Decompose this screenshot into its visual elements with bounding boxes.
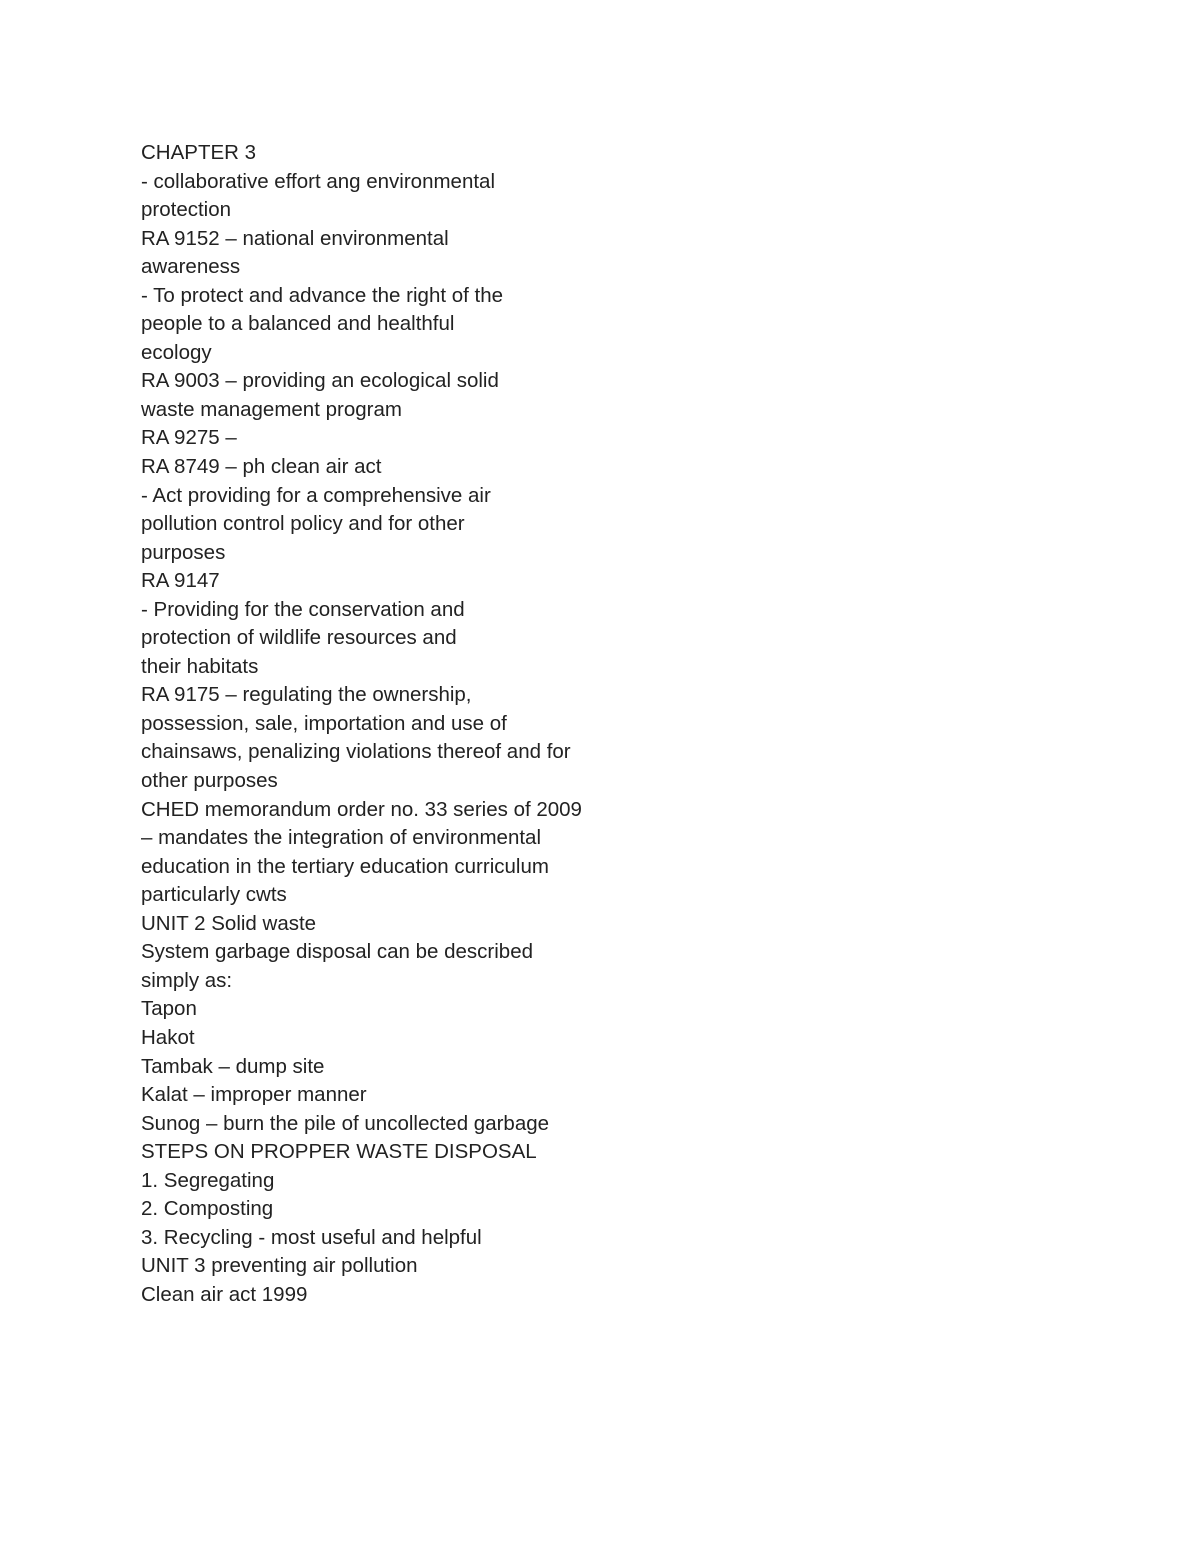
text-line: their habitats bbox=[141, 654, 259, 678]
text-line: particularly cwts bbox=[141, 883, 287, 907]
text-line: – mandates the integration of environmental bbox=[141, 826, 542, 850]
document-body bbox=[141, 139, 701, 1309]
list-item: 3. Recycling - most useful and helpful bbox=[141, 1225, 482, 1249]
unit-heading: UNIT 3 preventing air pollution bbox=[141, 1254, 418, 1278]
text-line: purposes bbox=[141, 540, 226, 564]
text-line: RA 9175 – regulating the ownership, bbox=[141, 683, 472, 707]
text-line: other purposes bbox=[141, 769, 278, 793]
text-line: waste management program bbox=[141, 397, 402, 421]
list-item: Sunog – burn the pile of uncollected garbage bbox=[141, 1111, 550, 1135]
list-item: 1. Segregating bbox=[141, 1168, 275, 1192]
text-line: possession, sale, importation and use of bbox=[141, 711, 507, 735]
text-line: - collaborative effort ang environmental bbox=[141, 169, 496, 193]
text-line: RA 9152 – national environmental bbox=[141, 226, 449, 250]
list-item: Kalat – improper manner bbox=[141, 1083, 367, 1107]
text-line: ecology bbox=[141, 340, 212, 364]
unit-heading: UNIT 2 Solid waste bbox=[141, 911, 317, 935]
list-item: 2. Composting bbox=[141, 1197, 274, 1221]
text-line: pollution control policy and for other bbox=[141, 512, 465, 536]
text-line: RA 9147 bbox=[141, 569, 220, 593]
text-line: RA 9275 – bbox=[141, 426, 237, 450]
text-line: System garbage disposal can be described bbox=[141, 940, 534, 964]
text-line: protection bbox=[141, 198, 232, 222]
text-line: education in the tertiary education curriculum bbox=[141, 854, 549, 878]
text-line: people to a balanced and healthful bbox=[141, 312, 455, 336]
list-item: Tambak – dump site bbox=[141, 1054, 325, 1078]
text-line: RA 8749 – ph clean air act bbox=[141, 455, 382, 479]
text-line: chainsaws, penalizing violations thereof and for bbox=[141, 740, 571, 764]
text-line: RA 9003 – providing an ecological solid bbox=[141, 369, 499, 393]
steps-heading: STEPS ON PROPPER WASTE DISPOSAL bbox=[141, 1140, 537, 1164]
list-item: Hakot bbox=[141, 1025, 195, 1049]
list-item: Tapon bbox=[141, 997, 197, 1021]
text-line: - To protect and advance the right of the bbox=[141, 283, 504, 307]
text-line: Clean air act 1999 bbox=[141, 1282, 308, 1306]
text-line: simply as: bbox=[141, 968, 233, 992]
text-line: - Act providing for a comprehensive air bbox=[141, 483, 491, 507]
text-line: - Providing for the conservation and bbox=[141, 597, 465, 621]
text-line: CHED memorandum order no. 33 series of 2009 bbox=[141, 797, 582, 821]
text-line: protection of wildlife resources and bbox=[141, 626, 457, 650]
chapter-heading: CHAPTER 3 bbox=[141, 141, 257, 164]
text-line: awareness bbox=[141, 255, 241, 279]
